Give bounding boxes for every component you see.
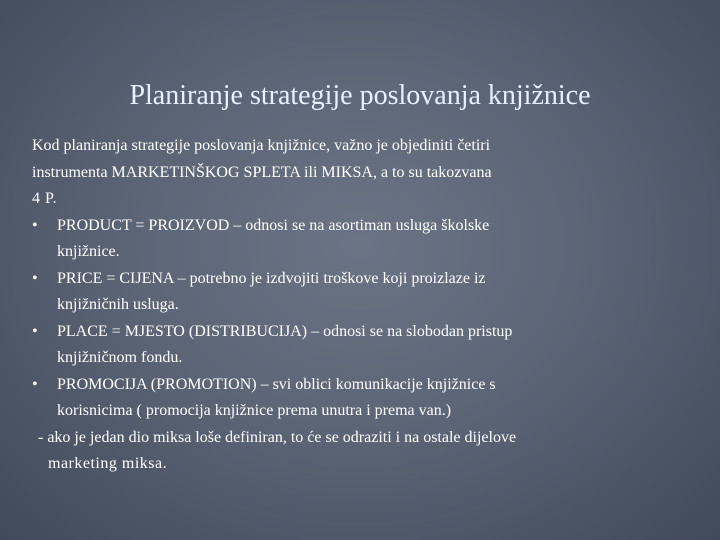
bullet-icon: •: [32, 375, 38, 393]
intro-line: 4 P.: [32, 190, 58, 207]
slide-body: [32, 133, 702, 478]
bullet-text-continued: knjižnice.: [57, 243, 120, 260]
bullet-text-continued: korisnicima ( promocija knjižnice prema unutra i prema van.): [57, 402, 452, 419]
bullet-icon: •: [32, 216, 38, 234]
intro-line: instrumenta MARKETINŠKOG SPLETA ili MIKSA, a to su takozvana: [32, 163, 492, 181]
bullet-text: PROMOCIJA (PROMOTION) – svi oblici komunikacije knjižnice s: [57, 375, 496, 393]
bullet-text: PRODUCT = PROIZVOD – odnosi se na asortiman usluga školske: [57, 216, 490, 234]
bullet-item-price: [32, 266, 702, 319]
bullet-item-place: [32, 319, 702, 372]
bullet-text-continued: knjižničnom fondu.: [57, 349, 183, 366]
bullet-item-promotion: [32, 372, 702, 425]
outro-line-continued: marketing miksa.: [48, 455, 168, 472]
bullet-text-continued: knjižničnih usluga.: [57, 296, 179, 313]
bullet-icon: •: [32, 269, 38, 287]
bullet-item-product: [32, 213, 702, 266]
bullet-text: PLACE = MJESTO (DISTRIBUCIJA) – odnosi se na slobodan pristup: [57, 322, 513, 340]
outro-line: - ako je jedan dio miksa loše definiran, to će se odraziti i na ostale dijelove: [38, 428, 517, 446]
bullet-text: PRICE = CIJENA – potrebno je izdvojiti troškove koji proizlaze iz: [57, 269, 486, 287]
slide-title: Planiranje strategije poslovanja knjižnice: [129, 80, 591, 111]
bullet-icon: •: [32, 322, 38, 340]
intro-line: Kod planiranja strategije poslovanja knjižnice, važno je objediniti četiri: [32, 137, 491, 154]
